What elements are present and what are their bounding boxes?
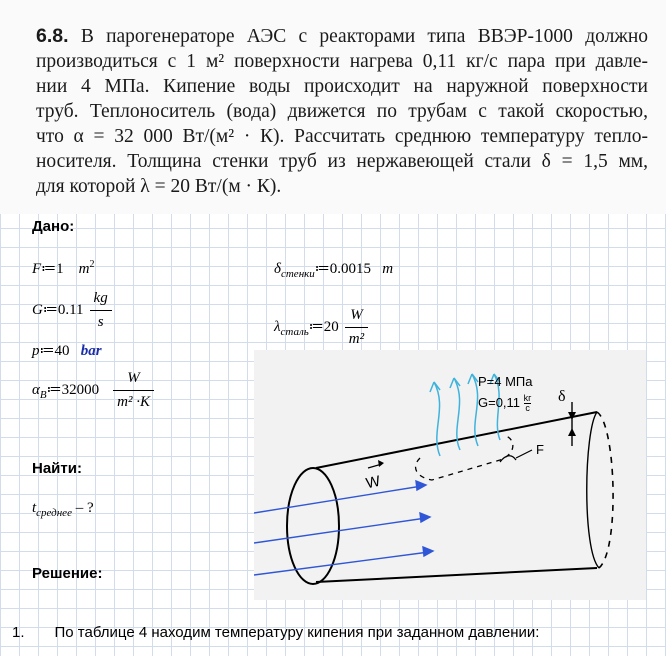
pipe-back-end bbox=[597, 412, 613, 568]
problem-number: 6.8. bbox=[36, 25, 69, 47]
given-p: p≔40 bar bbox=[32, 343, 102, 359]
given-F: F≔1 $m^2$ bbox=[32, 259, 95, 277]
step-number: 1. bbox=[12, 624, 25, 641]
solution-step-1 bbox=[12, 624, 539, 641]
problem-line: носителя. Толщина стенки труб из нержавеющей стали δ = 1,5 мм, bbox=[36, 151, 648, 172]
sketch-label-g: G=0,11 kг c bbox=[478, 393, 532, 413]
given-G: G≔0.11 $\frac{kg}{s}$ bbox=[32, 290, 112, 331]
given-alpha: $\alpha_B≔32000$ $\frac{W}{\text{m² ·K}}$ bbox=[32, 370, 154, 411]
problem-statement bbox=[0, 0, 666, 214]
heating-area-outline bbox=[416, 436, 513, 480]
sketch-label-f: F bbox=[536, 442, 544, 457]
solution-heading: Решение: bbox=[32, 565, 103, 582]
problem-line: нии 4 МПа. Кипение воды происходит на наружной поверхности bbox=[36, 76, 648, 97]
given-delta: $\delta_{стенки}≔0.0015$ m bbox=[274, 261, 394, 280]
problem-line: производиться с 1 м² поверхности нагрева 0,11 кг/с пара при давле- bbox=[36, 51, 648, 72]
problem-line: 6.8. В парогенераторе АЭС с реакторами типа ВВЭР-1000 должно bbox=[36, 25, 649, 47]
problem-line: что α = 32 000 Вт/(м² · К). Рассчитать среднюю температуру тепло- bbox=[36, 126, 648, 147]
problem-line: труб. Теплоноситель (вода) движется по трубам с такой скоростью, bbox=[36, 101, 648, 122]
problem-line: для которой λ = 20 Вт/(м · К). bbox=[36, 176, 282, 197]
pipe-sketch bbox=[254, 350, 646, 600]
flow-arrows bbox=[254, 481, 433, 575]
given-lambda: $\lambda_{сталь}≔20$ $\frac{W}{\text{m²}}$ bbox=[274, 307, 368, 348]
given-heading: Дано: bbox=[32, 218, 75, 235]
pipe-sketch-drawing bbox=[254, 350, 646, 600]
pipe-back-rim bbox=[587, 412, 599, 568]
sketch-label-w: W bbox=[364, 472, 382, 493]
step-text: По таблице 4 находим температуру кипения при заданном давлении: bbox=[54, 624, 540, 641]
sketch-label-p: P=4 MПa bbox=[478, 374, 533, 389]
pipe-bottom-edge bbox=[316, 568, 597, 582]
find-target: $t_{среднее}$ – ? bbox=[32, 500, 94, 519]
problem-text bbox=[36, 24, 648, 199]
sketch-label-delta: δ bbox=[558, 388, 566, 405]
find-heading: Найти: bbox=[32, 460, 82, 477]
